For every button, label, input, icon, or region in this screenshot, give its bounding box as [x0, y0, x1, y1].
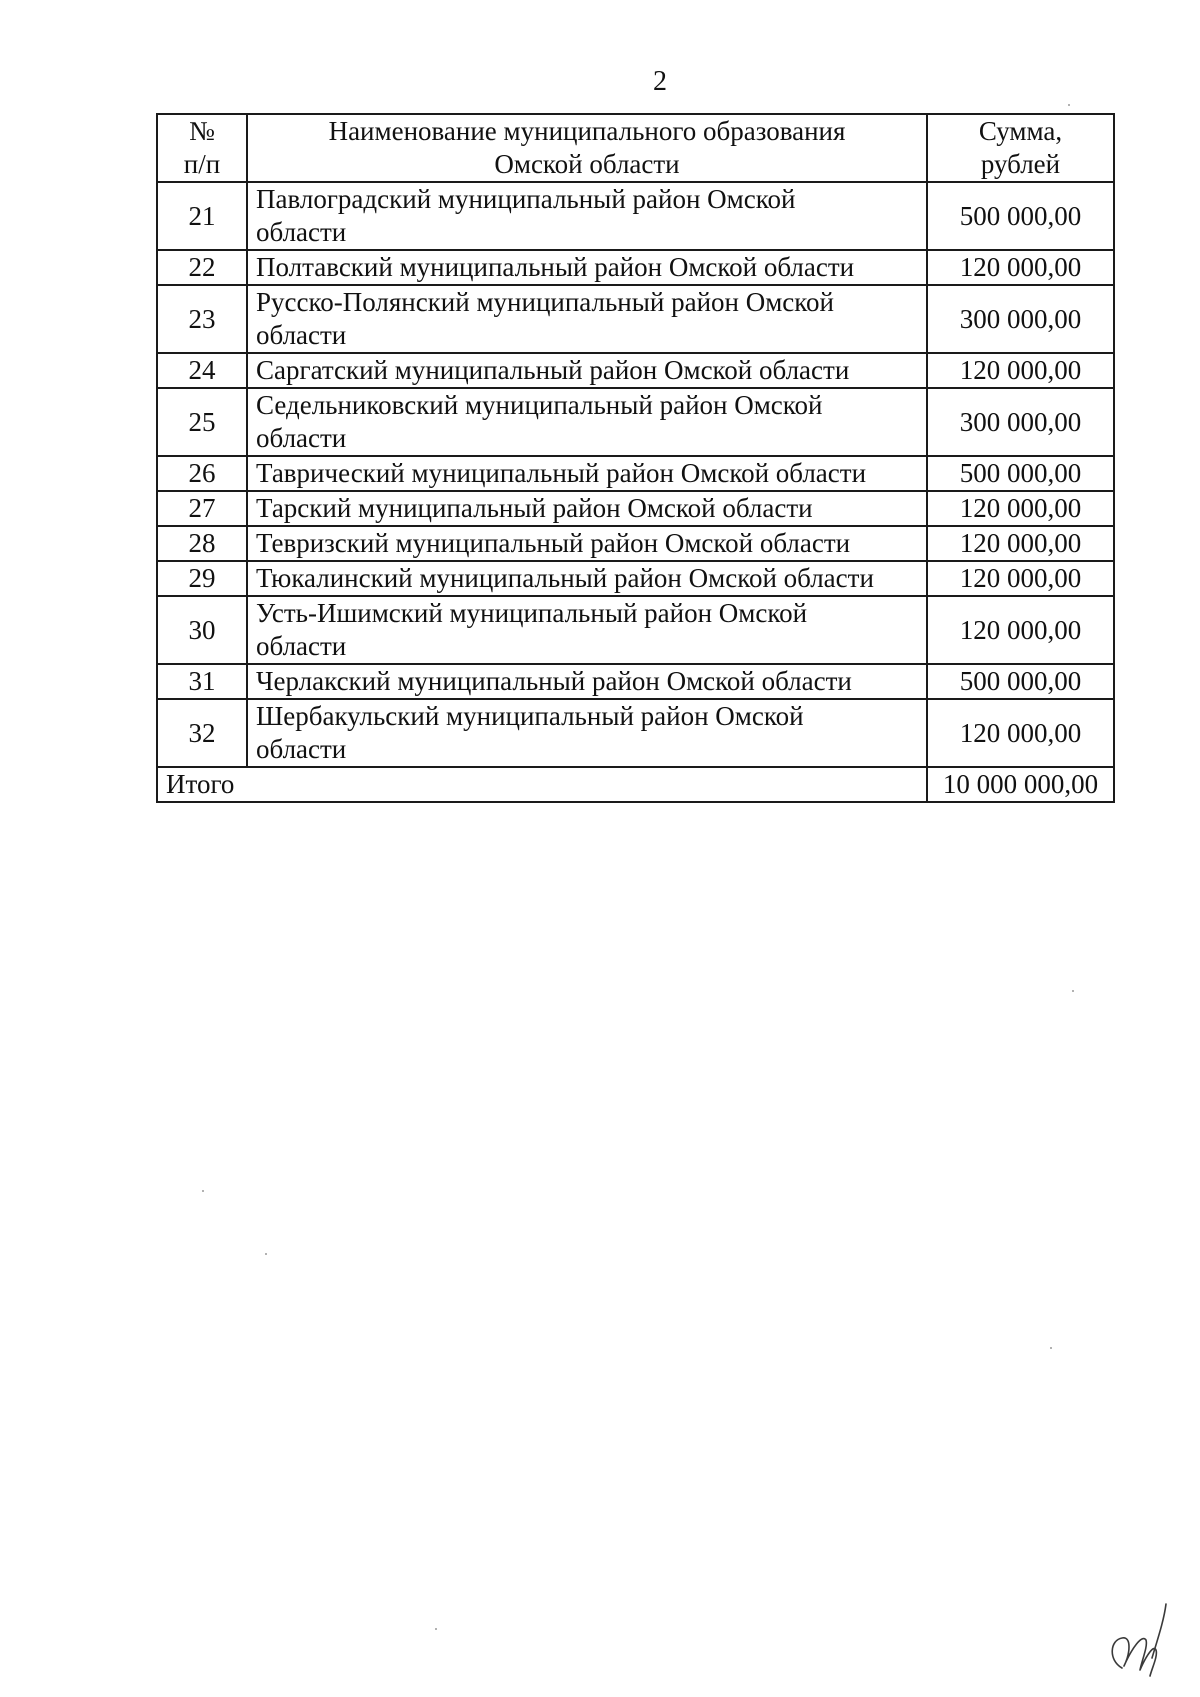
row-sum: 120 000,00: [927, 561, 1114, 596]
scan-speck: [1072, 990, 1074, 992]
municipality-name: [247, 561, 927, 596]
row-sum: 120 000,00: [927, 526, 1114, 561]
municipality-name-line-1: Полтавский муниципальный район Омской области: [256, 252, 855, 282]
municipality-name: [247, 664, 927, 699]
row-number: 27: [157, 491, 247, 526]
table-row: [157, 182, 1114, 250]
row-number: 28: [157, 526, 247, 561]
municipality-name-line-1: Седельниковский муниципальный район Омской: [256, 390, 823, 420]
row-sum: 500 000,00: [927, 664, 1114, 699]
municipality-name: [247, 182, 927, 250]
municipality-name-line-2: области: [256, 423, 347, 453]
municipality-name: [247, 596, 927, 664]
row-sum: 120 000,00: [927, 596, 1114, 664]
row-number: 24: [157, 353, 247, 388]
municipality-name-line-1: Саргатский муниципальный район Омской области: [256, 355, 850, 385]
table-row: [157, 561, 1114, 596]
municipality-name-line-1: Тевризский муниципальный район Омской области: [256, 528, 851, 558]
row-sum: 120 000,00: [927, 250, 1114, 285]
handwritten-signature-icon: [1102, 1598, 1172, 1678]
row-sum: 120 000,00: [927, 353, 1114, 388]
header-number-line-1: №: [189, 116, 215, 146]
municipality-name-line-2: области: [256, 734, 347, 764]
row-sum: 500 000,00: [927, 182, 1114, 250]
table-row: [157, 699, 1114, 767]
municipality-name-line-1: Тюкалинский муниципальный район Омской области: [256, 563, 874, 593]
header-number-line-2: п/п: [183, 149, 221, 179]
row-sum: 300 000,00: [927, 388, 1114, 456]
municipality-name-line-1: Павлоградский муниципальный район Омской: [256, 184, 796, 214]
row-number: 30: [157, 596, 247, 664]
table-row: [157, 250, 1114, 285]
allocation-table: [156, 113, 1115, 803]
municipality-name-line-2: области: [256, 320, 347, 350]
total-sum: 10 000 000,00: [927, 767, 1114, 802]
row-number: 29: [157, 561, 247, 596]
municipality-name-line-1: Русско-Полянский муниципальный район Омской: [256, 287, 834, 317]
municipality-name: [247, 699, 927, 767]
municipality-name: [247, 491, 927, 526]
header-name-line-2: Омской области: [494, 149, 680, 179]
header-sum-line-1: Сумма,: [978, 116, 1063, 146]
municipality-name-line-1: Таврический муниципальный район Омской области: [256, 458, 867, 488]
page-number: 2: [653, 66, 667, 97]
municipality-name: [247, 388, 927, 456]
row-sum: 500 000,00: [927, 456, 1114, 491]
scan-speck: [1068, 104, 1070, 106]
header-sum: [927, 114, 1114, 182]
municipality-name-line-2: области: [256, 631, 347, 661]
municipality-name: [247, 526, 927, 561]
table-row: [157, 285, 1114, 353]
row-number: 32: [157, 699, 247, 767]
row-sum: 120 000,00: [927, 699, 1114, 767]
municipality-name-line-1: Шербакульский муниципальный район Омской: [256, 701, 804, 731]
table-row: [157, 596, 1114, 664]
table-row: [157, 491, 1114, 526]
municipality-name: [247, 353, 927, 388]
municipality-name-line-1: Тарский муниципальный район Омской области: [256, 493, 813, 523]
scan-speck: [265, 1253, 267, 1255]
table-row: [157, 456, 1114, 491]
municipality-name-line-1: Усть-Ишимский муниципальный район Омской: [256, 598, 808, 628]
total-row: [157, 767, 1114, 802]
scan-speck: [1050, 1347, 1052, 1349]
scan-speck: [435, 1628, 437, 1630]
row-number: 31: [157, 664, 247, 699]
row-number: 21: [157, 182, 247, 250]
row-number: 26: [157, 456, 247, 491]
header-name: [247, 114, 927, 182]
scan-speck: [202, 1190, 204, 1192]
total-label: Итого: [157, 767, 927, 802]
header-sum-line-2: рублей: [980, 149, 1061, 179]
table-row: [157, 388, 1114, 456]
municipality-name: [247, 250, 927, 285]
table-header-row: [157, 114, 1114, 182]
header-name-line-1: Наименование муниципального образования: [328, 116, 846, 146]
row-sum: 300 000,00: [927, 285, 1114, 353]
row-number: 22: [157, 250, 247, 285]
signature-stroke: [1112, 1604, 1166, 1676]
table-row: [157, 526, 1114, 561]
row-number: 25: [157, 388, 247, 456]
table-row: [157, 353, 1114, 388]
header-number: [157, 114, 247, 182]
row-sum: 120 000,00: [927, 491, 1114, 526]
municipality-name: [247, 456, 927, 491]
municipality-name: [247, 285, 927, 353]
municipality-name-line-2: области: [256, 217, 347, 247]
municipality-name-line-1: Черлакский муниципальный район Омской области: [256, 666, 852, 696]
row-number: 23: [157, 285, 247, 353]
table-row: [157, 664, 1114, 699]
